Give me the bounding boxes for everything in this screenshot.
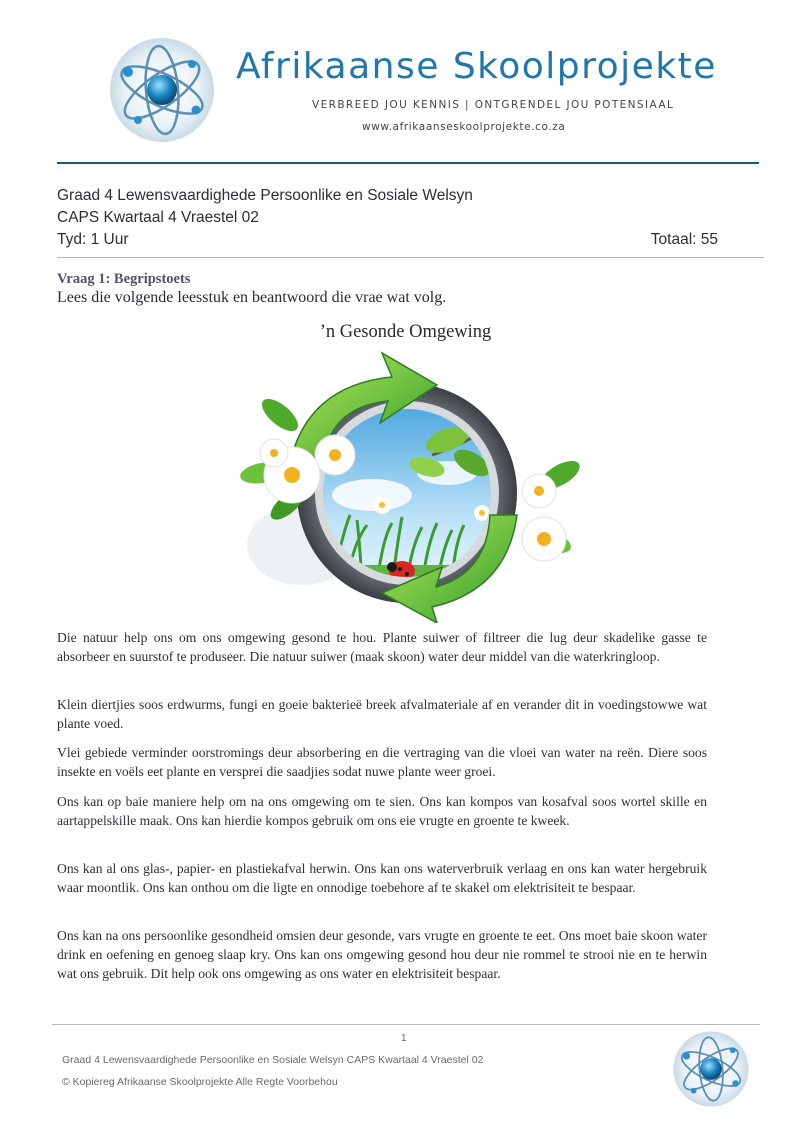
copyright-notice: © Kopiereg Afrikaanse Skoolprojekte Alle Regte Voorbehou [62, 1076, 338, 1088]
article-paragraph: Die natuur help ons om ons omgewing gesond te hou. Plante suiwer of filtreer die lug deur skadelike gasse te absorbeer en suurstof te produseer. Die natuur suiwer (maak skoon) water deur middel van die waterkringloop. [57, 630, 707, 664]
article-paragraph: Ons kan na ons persoonlike gesondheid omsien deur gesonde, vars vrugte en groente te eet. Ons moet baie skoon water drink en oefening en genoeg slaap kry. Ons kan ons omgewing gesond hou deur nie rommel te strooi nie en te herwin wat ons gebruik. Dit help ook ons omgewing as ons water en elektrisiteit bespaar. [57, 928, 707, 981]
article-paragraph: Klein diertjies soos erdwurms, fungi en goeie bakterieë breek afvalmateriale af en verander dit in voedingstowwe wat plante voed. [57, 697, 707, 731]
question-title: Vraag 1: Begripstoets [57, 271, 191, 287]
article-title: ’n Gesonde Omgewing [319, 322, 492, 342]
page-number: 1 [401, 1033, 407, 1044]
header-divider [57, 162, 759, 164]
brand-tagline: VERBREED JOU KENNIS | ONTGRENDEL JOU POTENSIAAL [312, 99, 675, 111]
subject-title: Graad 4 Lewensvaardighede Persoonlike en Sosiale Welsyn [57, 187, 473, 204]
article-paragraph: Ons kan op baie maniere help om na ons omgewing om te sien. Ons kan kompos van kosafval soos wortel skille en aartappelskille maak. Ons kan hierdie kompos gebruik om ons eie vrugte en groente te kweek. [57, 794, 707, 828]
article-paragraph: Vlei gebiede verminder oorstromings deur absorbering en die vertraging van die vloei van water na reën. Diere soos insekte en voëls eet plante en versprei die saadjies sodat nuwe plante weer groei. [57, 745, 707, 779]
recycle-ecology-icon [232, 345, 582, 623]
atom-icon [672, 1030, 750, 1108]
question-instruction: Lees die volgende leesstuk en beantwoord die vrae wat volg. [57, 289, 447, 306]
total-label: Totaal: 55 [650, 231, 718, 248]
footer-title: Graad 4 Lewensvaardighede Persoonlike en Sosiale Welsyn CAPS Kwartaal 4 Vraestel 02 [62, 1054, 484, 1066]
brand-url[interactable]: www.afrikaanseskoolprojekte.co.za [362, 121, 566, 133]
atom-icon [108, 36, 216, 144]
time-label: Tyd: 1 Uur [57, 231, 129, 248]
brand-title: Afrikaanse Skoolprojekte [236, 46, 717, 87]
section-divider [57, 257, 764, 258]
paper-title: CAPS Kwartaal 4 Vraestel 02 [57, 209, 259, 226]
footer-divider [52, 1024, 760, 1025]
article-paragraph: Ons kan al ons glas-, papier- en plastiekafval herwin. Ons kan ons waterverbruik verlaag en ons kan water hergebruik waar moontlik. Ons kan onthou om die ligte en onnodige toebehore af te skakel om elektrisiteit te bespaar. [57, 861, 707, 895]
